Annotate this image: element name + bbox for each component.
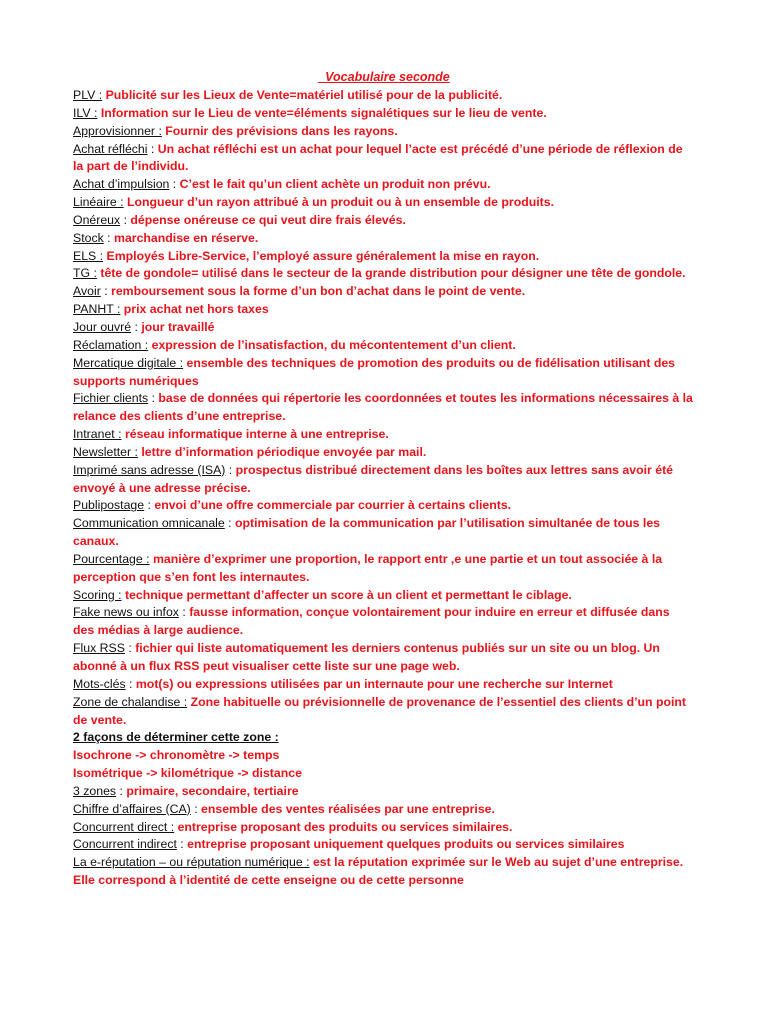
vocabulary-entry (73, 301, 693, 319)
vocabulary-term: La e-réputation – ou réputation numérique : (73, 855, 310, 870)
vocabulary-definition: manière d’exprimer une proportion, le rapport entr ,e une partie et un tout associée à la perception que s’en font les internautes. (73, 551, 663, 584)
vocabulary-definition: Isochrone -> chronomètre -> temps (73, 748, 280, 763)
vocabulary-entry (73, 694, 693, 730)
vocabulary-term: Achat d’impulsion (73, 177, 170, 192)
vocabulary-term: 3 zones (73, 783, 117, 798)
vocabulary-entry (73, 194, 693, 212)
vocabulary-term: Intranet : (73, 427, 122, 442)
vocabulary-entry (73, 747, 693, 765)
vocabulary-definition: ensemble des ventes réalisées par une entreprise. (201, 801, 495, 816)
term-separator: : (131, 319, 142, 334)
vocabulary-entry (73, 551, 693, 587)
vocabulary-term: TG : (73, 266, 97, 281)
vocabulary-definition: primaire, secondaire, tertiaire (126, 783, 299, 798)
vocabulary-entry (73, 141, 693, 177)
vocabulary-term: Communication omnicanale (73, 516, 225, 531)
vocabulary-definition: optimisation de la communication par l’utilisation simultanée de tous les canaux. (73, 516, 660, 549)
vocabulary-term: Onéreux (73, 212, 121, 227)
document-title: _Vocabulaire seconde (318, 70, 450, 84)
vocabulary-definition: Un achat réfléchi est un achat pour lequel l’acte est précédé d’une période de réflexion de la part de l’individu. (73, 141, 683, 174)
vocabulary-definition: Fournir des prévisions dans les rayons. (165, 123, 398, 138)
vocabulary-definition: expression de l’insatisfaction, du mécontentement d’un client. (151, 337, 516, 352)
vocabulary-entry (73, 176, 693, 194)
term-separator: : (124, 641, 136, 656)
vocabulary-entry (73, 248, 693, 266)
vocabulary-definition: dépense onéreuse ce qui veut dire frais élevés. (130, 212, 406, 227)
vocabulary-definition: jour travaillé (141, 319, 215, 334)
vocabulary-term: Avoir (73, 284, 101, 299)
vocabulary-definition: remboursement sous la forme d’un bon d’achat dans le point de vente. (111, 284, 526, 299)
vocabulary-entry (73, 783, 693, 801)
term-separator: : (148, 391, 159, 406)
vocabulary-entry (73, 604, 693, 640)
vocabulary-entry (73, 819, 693, 837)
term-separator: : (225, 462, 236, 477)
vocabulary-term: Approvisionner : (73, 123, 162, 138)
vocabulary-term: Concurrent direct : (73, 819, 175, 834)
vocabulary-entry (73, 426, 693, 444)
vocabulary-definition: fausse information, conçue volontairement pour induire en erreur et diffusée dans des médias à large audience. (73, 605, 670, 638)
vocabulary-entry (73, 462, 693, 498)
vocabulary-entry (73, 836, 693, 854)
vocabulary-definition: réseau informatique interne à une entreprise. (124, 427, 389, 442)
term-separator: : (116, 783, 127, 798)
vocabulary-entry (73, 390, 693, 426)
vocabulary-definition: lettre d’information périodique envoyée par mail. (141, 444, 427, 459)
vocabulary-term: Mots-clés (73, 676, 126, 691)
vocabulary-entry (73, 319, 693, 337)
term-separator: : (125, 676, 136, 691)
vocabulary-term: Newsletter : (73, 444, 138, 459)
vocabulary-entry (73, 640, 693, 676)
vocabulary-term: PLV : (73, 88, 103, 102)
vocabulary-term: ELS : (73, 248, 104, 263)
vocabulary-entry (73, 212, 693, 230)
vocabulary-definition: C’est le fait qu’un client achète un produit non prévu. (179, 177, 491, 192)
vocabulary-entry (73, 587, 693, 605)
vocabulary-definition: Employés Libre-Service, l’employé assure généralement la mise en rayon. (106, 248, 540, 263)
vocabulary-definition: base de données qui répertorie les coordonnées et toutes les informations nécessaires à la relance des clients d’une entreprise. (73, 391, 693, 424)
vocabulary-term: Linéaire : (73, 195, 124, 210)
vocabulary-term: Pourcentage : (73, 551, 150, 566)
vocabulary-entry (73, 283, 693, 301)
vocabulary-term: Stock (73, 230, 104, 245)
vocabulary-definition: marchandise en réserve. (114, 230, 259, 245)
vocabulary-entry (73, 515, 693, 551)
vocabulary-definition: fichier qui liste automatiquement les derniers contenus publiés sur un site ou un blog. Un abonné à un flux RSS peut visualiser cette liste sur une page web. (73, 641, 660, 673)
term-separator: : (100, 284, 112, 299)
vocabulary-definition: envoi d’une offre commerciale par courrier à certains clients. (154, 498, 512, 513)
vocabulary-term: Flux RSS (73, 641, 125, 656)
vocabulary-definition: mot(s) ou expressions utilisées par un internaute pour une recherche sur Internet (135, 676, 613, 691)
vocabulary-list (73, 87, 693, 890)
vocabulary-definition: tête de gondole= utilisé dans le secteur de la grande distribution pour désigner une tête de gondole. (100, 266, 686, 281)
vocabulary-definition: Longueur d’un rayon attribué à un produit ou à un ensemble de produits. (127, 195, 555, 210)
vocabulary-entry (73, 265, 693, 283)
vocabulary-term: Concurrent indirect (73, 837, 177, 852)
vocabulary-definition: entreprise proposant uniquement quelques produits ou services similaires (187, 837, 625, 852)
vocabulary-entry (73, 801, 693, 819)
vocabulary-entry (73, 337, 693, 355)
term-separator: : (103, 230, 115, 245)
vocabulary-term: 2 façons de déterminer cette zone : (73, 730, 279, 745)
vocabulary-term: Publipostage (73, 498, 145, 513)
term-separator: : (224, 516, 235, 531)
term-separator: : (169, 177, 180, 192)
vocabulary-term: Imprimé sans adresse (ISA) (73, 462, 226, 477)
vocabulary-entry (73, 765, 693, 783)
vocabulary-term: Jour ouvré (73, 319, 132, 334)
vocabulary-definition: Isométrique -> kilométrique -> distance (73, 766, 302, 781)
vocabulary-term: Scoring : (73, 587, 122, 602)
vocabulary-definition: entreprise proposant des produits ou services similaires. (177, 819, 513, 834)
vocabulary-entry (73, 123, 693, 141)
vocabulary-entry (73, 729, 693, 747)
vocabulary-term: Fichier clients (73, 391, 149, 406)
vocabulary-entry (73, 105, 693, 123)
vocabulary-term: Chiffre d’affaires (CA) (73, 801, 191, 816)
vocabulary-term: Fake news ou infox (73, 605, 179, 620)
vocabulary-entry (73, 497, 693, 515)
vocabulary-definition: technique permettant d’affecter un score à un client et permettant le ciblage. (124, 587, 572, 602)
vocabulary-term: Achat réfléchi (73, 141, 148, 156)
vocabulary-term: Réclamation : (73, 337, 149, 352)
term-separator: : (147, 141, 158, 156)
vocabulary-definition: Zone habituelle ou prévisionnelle de provenance de l’essentiel des clients d’un point de vente. (73, 694, 686, 727)
term-separator: : (190, 801, 202, 816)
vocabulary-definition: est la réputation exprimée sur le Web au sujet d’une entreprise. Elle correspond à l’identité de cette enseigne ou de cette personne (73, 855, 684, 888)
vocabulary-definition: prospectus distribué directement dans les boîtes aux lettres sans avoir été envoyé à une adresse précise. (73, 462, 674, 495)
vocabulary-term: Zone de chalandise : (73, 694, 188, 709)
vocabulary-entry (73, 355, 693, 391)
vocabulary-term: Mercatique digitale : (73, 355, 184, 370)
term-separator: : (178, 605, 190, 620)
vocabulary-definition: prix achat net hors taxes (123, 302, 269, 317)
vocabulary-definition: Information sur le Lieu de vente=éléments signalétiques sur le lieu de vente. (100, 105, 547, 120)
vocabulary-term: PANHT : (73, 302, 121, 317)
vocabulary-term: ILV : (73, 105, 98, 120)
vocabulary-entry (73, 444, 693, 462)
vocabulary-entry (73, 854, 693, 890)
vocabulary-entry (73, 230, 693, 248)
term-separator: : (120, 212, 131, 227)
vocabulary-definition: ensemble des techniques de promotion des produits ou de fidélisation utilisant des supports numériques (73, 355, 676, 388)
term-separator: : (144, 498, 155, 513)
vocabulary-definition: Publicité sur les Lieux de Vente=matériel utilisé pour de la publicité. (105, 88, 503, 102)
term-separator: : (176, 837, 188, 852)
vocabulary-entry (73, 87, 693, 105)
vocabulary-entry (73, 676, 693, 694)
